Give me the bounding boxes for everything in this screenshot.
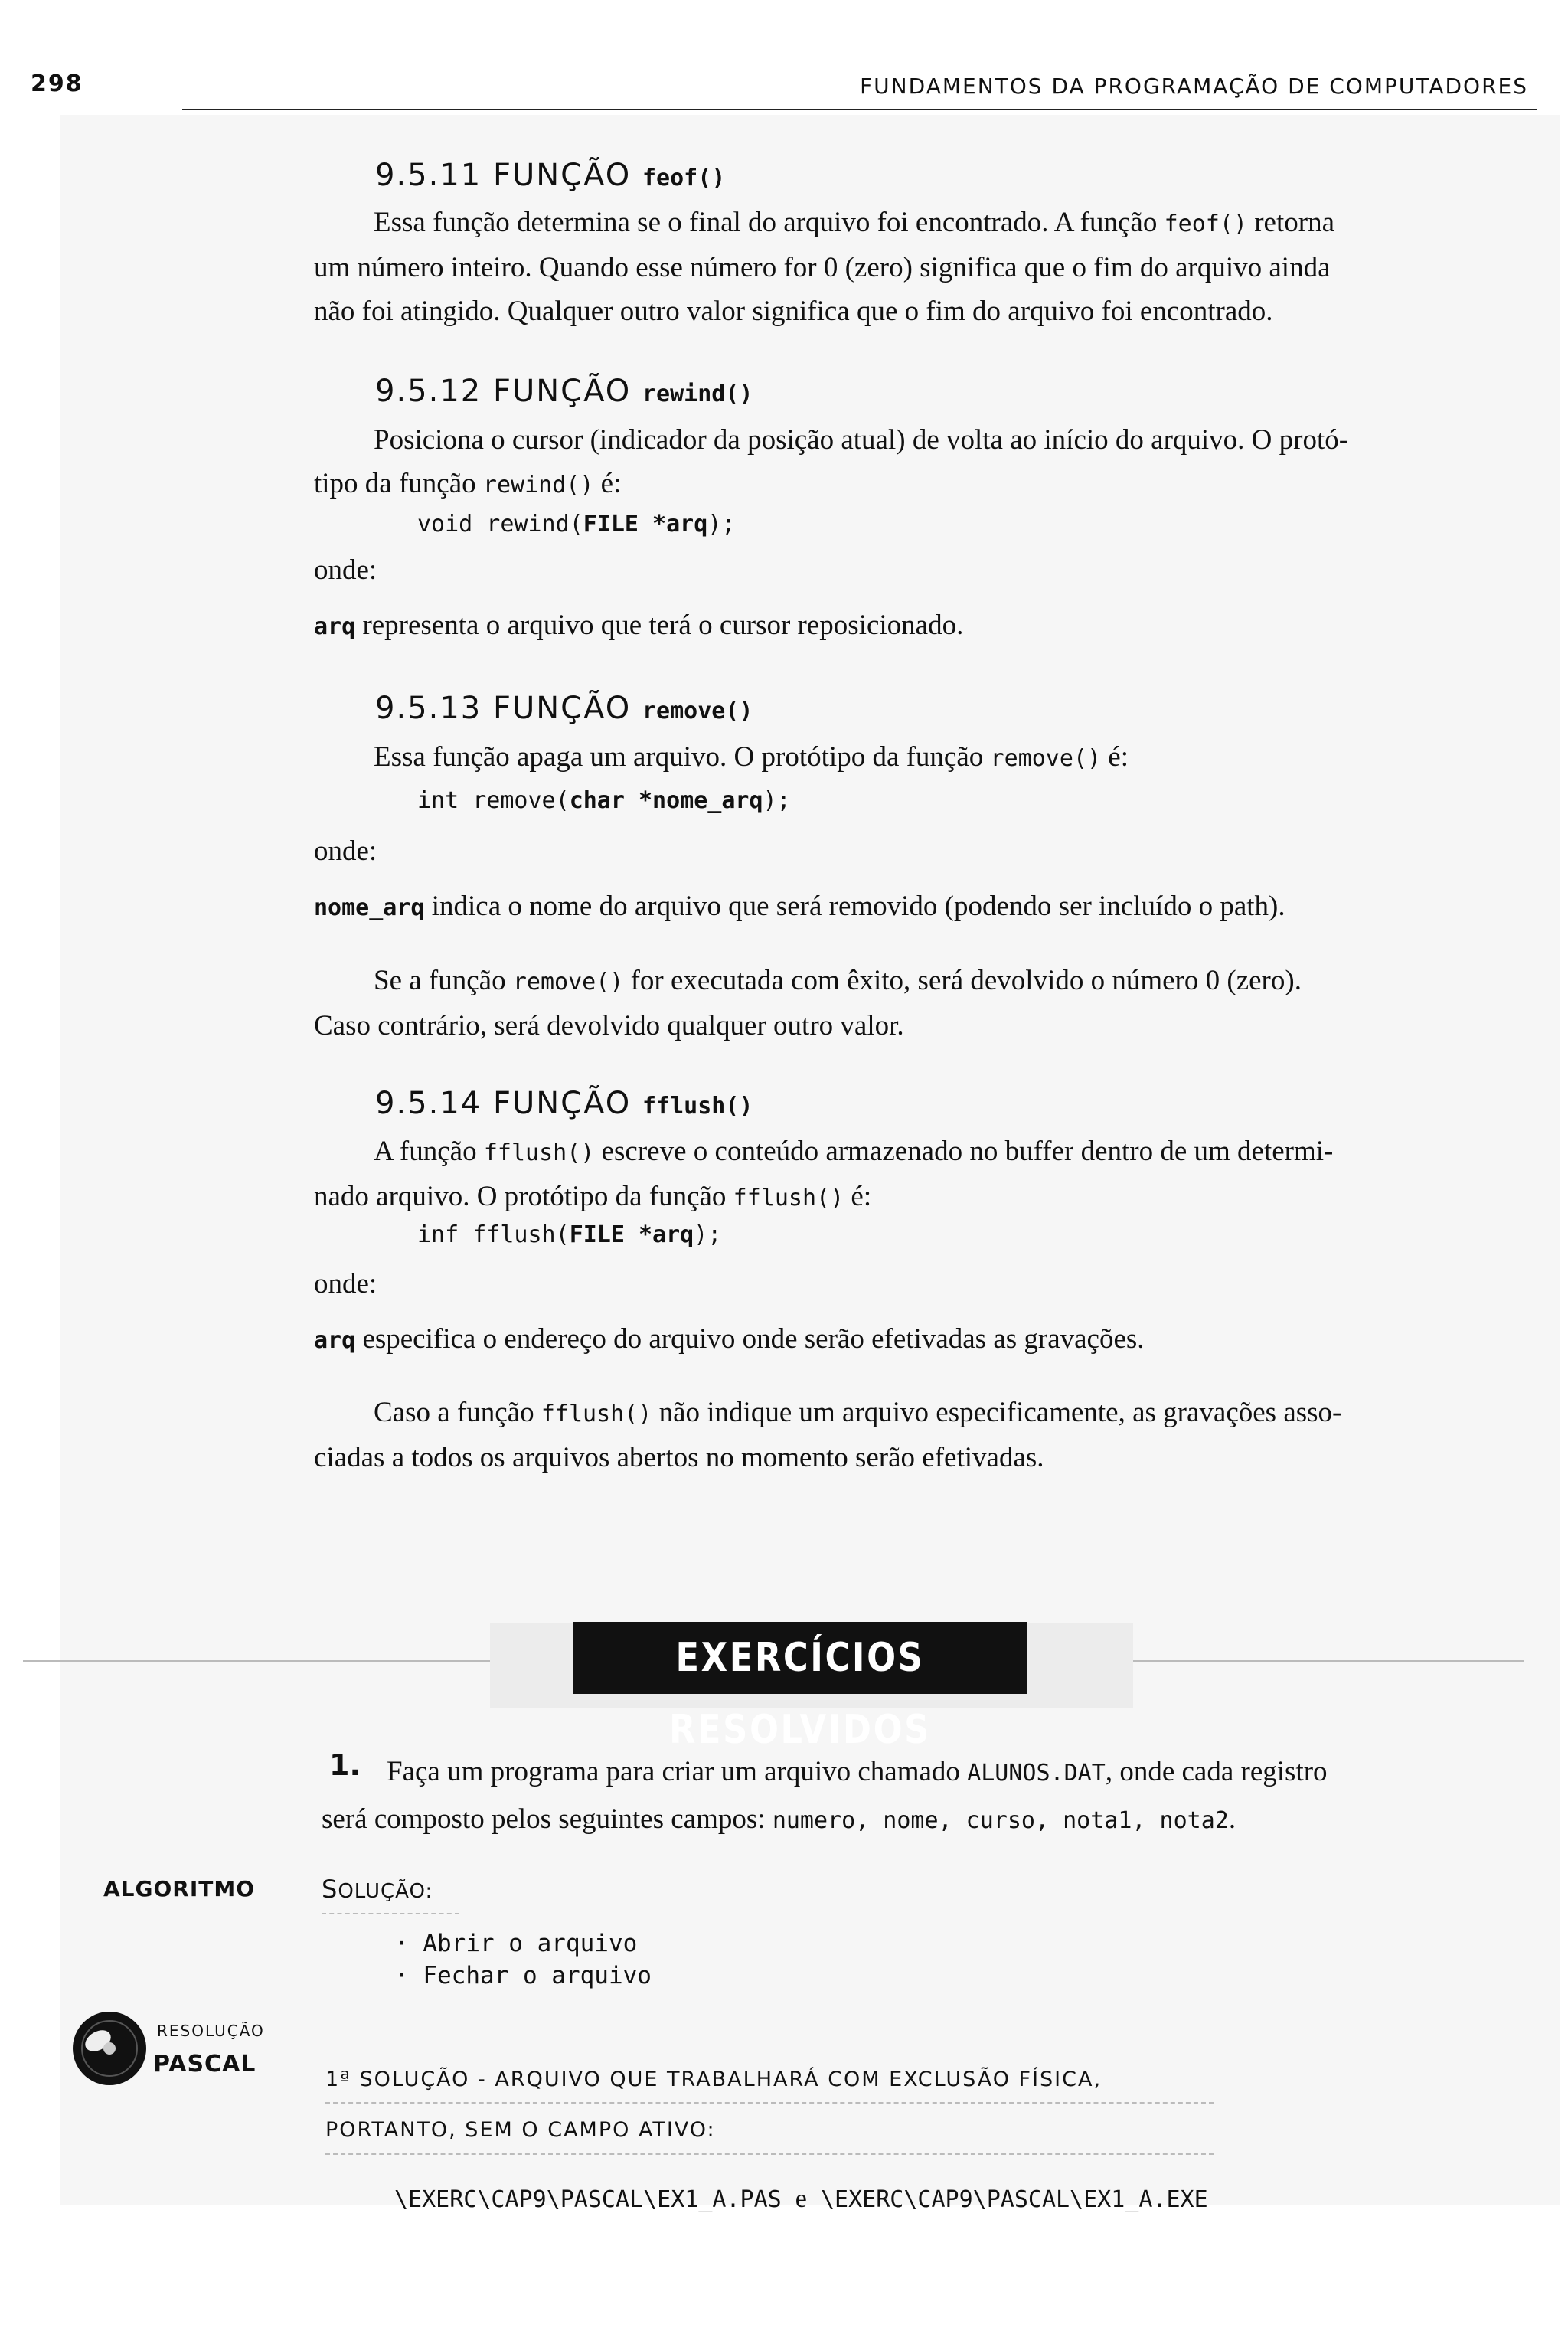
paragraph-feof xyxy=(314,201,1539,333)
exercises-banner: EXERCÍCIOS RESOLVIDOS xyxy=(573,1622,1027,1694)
solution-heading-line1: 1ª SOLUÇÃO - ARQUIVO QUE TRABALHARÁ COM EXCLUSÃO FÍSICA, xyxy=(325,2068,1102,2091)
arg-description: nome_arq indica o nome do arquivo que será removido (podendo ser incluído o path). xyxy=(314,891,1285,922)
text-line: Essa função determina se o final do arquivo foi encontrado. A função feof() retorna xyxy=(374,207,1334,238)
side-label-resolucao: RESOLUÇÃO xyxy=(157,2022,265,2040)
paragraph-remove xyxy=(314,735,1539,780)
text-line: um número inteiro. Quando esse número for 0 (zero) significa que o fim do arquivo ainda xyxy=(314,252,1331,283)
section-label: FUNÇÃO xyxy=(492,374,632,409)
onde-label: onde: xyxy=(314,554,377,586)
code-remove-prototype: int remove(char *nome_arq); xyxy=(417,787,791,814)
disc-icon xyxy=(67,2006,152,2091)
section-title-fflush xyxy=(375,1086,753,1121)
section-title-rewind xyxy=(375,374,753,409)
solution-heading-line2: PORTANTO, SEM O CAMPO ATIVO: xyxy=(325,2118,716,2142)
side-label-pascal: PASCAL xyxy=(153,2051,256,2078)
section-function: feof() xyxy=(642,165,726,191)
text-line: não foi atingido. Qualquer outro valor significa que o fim do arquivo foi encontrado. xyxy=(314,296,1273,327)
text-line: Se a função remove() for executada com êxito, será devolvido o número 0 (zero). xyxy=(374,965,1302,996)
onde-label: onde: xyxy=(314,1268,377,1300)
section-title-feof xyxy=(375,158,725,193)
paragraph-fflush-all xyxy=(314,1391,1539,1479)
section-number: 9.5.12 xyxy=(375,374,482,409)
list-item: · Fechar o arquivo xyxy=(394,1962,652,1989)
text-line: Caso a função fflush() não indique um arquivo especificamente, as gravações asso- xyxy=(374,1397,1342,1428)
onde-label: onde: xyxy=(314,835,377,867)
text-line: nado arquivo. O protótipo da função fflush() é: xyxy=(314,1181,872,1212)
side-label-algoritmo: ALGORITMO xyxy=(103,1876,256,1901)
exercise-number: 1. xyxy=(329,1748,361,1782)
section-number: 9.5.11 xyxy=(375,158,482,193)
section-number: 9.5.14 xyxy=(375,1086,482,1121)
exercise-statement-line2: será composto pelos seguintes campos: numero, nome, curso, nota1, nota2. xyxy=(322,1803,1236,1835)
text-line: Essa função apaga um arquivo. O protótipo da função remove() é: xyxy=(374,741,1129,773)
dashed-rule xyxy=(325,2153,1214,2155)
section-function: rewind() xyxy=(642,381,753,407)
paragraph-fflush xyxy=(314,1130,1539,1220)
text-line: tipo da função rewind() é: xyxy=(314,468,622,499)
header-rule xyxy=(182,109,1537,110)
section-number: 9.5.13 xyxy=(375,691,482,726)
code-rewind-prototype: void rewind(FILE *arq); xyxy=(417,511,736,538)
text-line: A função fflush() escreve o conteúdo armazenado no buffer dentro de um determi- xyxy=(374,1136,1334,1167)
paragraph-remove-return xyxy=(314,959,1539,1048)
section-label: FUNÇÃO xyxy=(492,1086,632,1121)
section-function: remove() xyxy=(642,698,753,724)
text-line: Posiciona o cursor (indicador da posição atual) de volta ao início do arquivo. O protó- xyxy=(374,424,1349,456)
text-line: ciadas a todos os arquivos abertos no momento serão efetivadas. xyxy=(314,1442,1044,1473)
page-number: 298 xyxy=(31,70,83,97)
arg-description: arq especifica o endereço do arquivo onde serão efetivadas as gravações. xyxy=(314,1323,1145,1355)
file-paths: \EXERC\CAP9\PASCAL\EX1_A.PAS e \EXERC\CAP9\PASCAL\EX1_A.EXE xyxy=(394,2185,1208,2213)
paragraph-rewind xyxy=(314,418,1539,507)
dashed-rule xyxy=(322,1913,459,1914)
section-function: fflush() xyxy=(642,1093,753,1120)
section-label: FUNÇÃO xyxy=(492,158,632,193)
arg-description: arq representa o arquivo que terá o cursor reposicionado. xyxy=(314,610,964,641)
text-line: Caso contrário, será devolvido qualquer outro valor. xyxy=(314,1010,904,1041)
section-title-remove xyxy=(375,691,753,726)
code-fflush-prototype: inf fflush(FILE *arq); xyxy=(417,1221,722,1248)
list-item: · Abrir o arquivo xyxy=(394,1930,638,1957)
solucao-heading: SOLUÇÃO: xyxy=(322,1875,433,1904)
dashed-rule xyxy=(325,2102,1214,2104)
exercise-statement-line1: Faça um programa para criar um arquivo chamado ALUNOS.DAT, onde cada registro xyxy=(387,1756,1328,1787)
section-label: FUNÇÃO xyxy=(492,691,632,726)
running-title: FUNDAMENTOS DA PROGRAMAÇÃO DE COMPUTADORES xyxy=(860,74,1528,99)
